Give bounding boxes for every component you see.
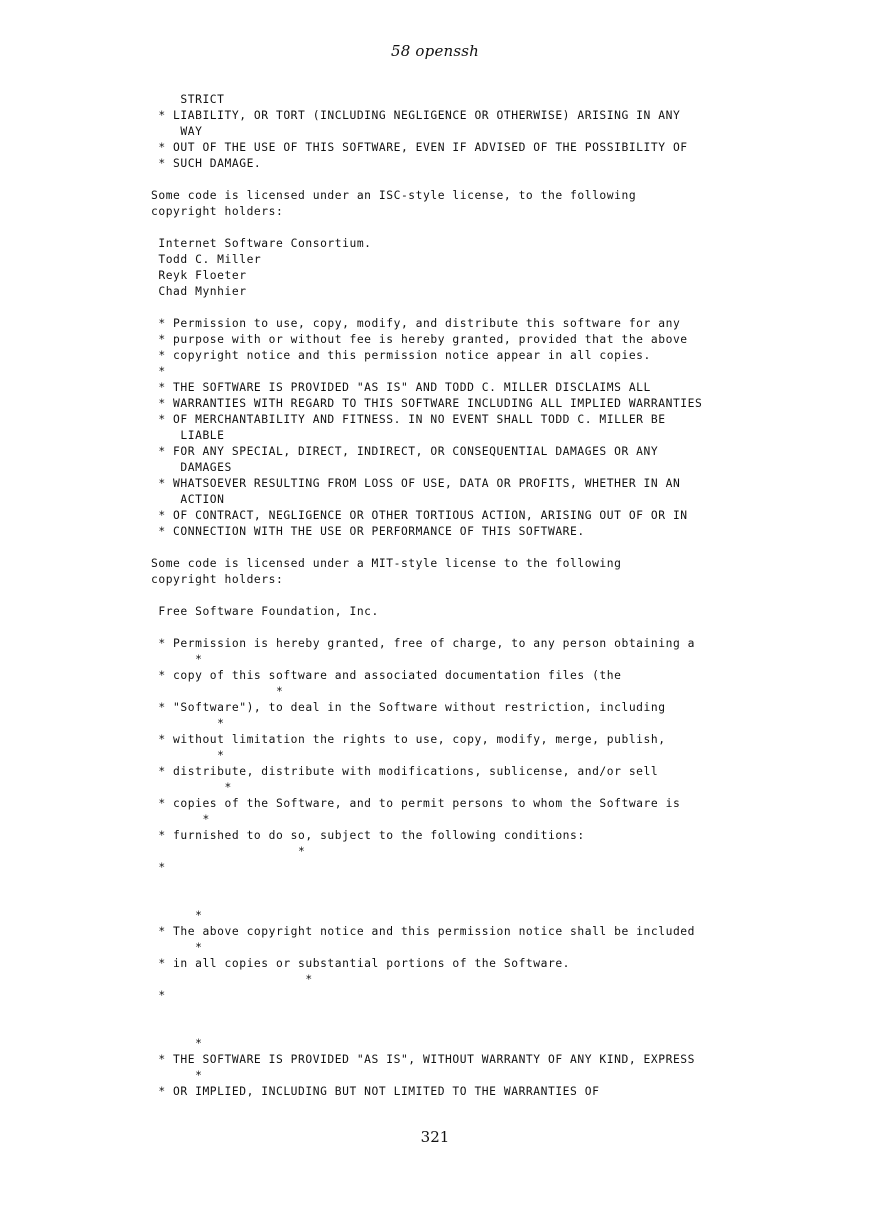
text-line: * purpose with or without fee is hereby granted, provided that the above (151, 333, 688, 346)
text-line: * FOR ANY SPECIAL, DIRECT, INDIRECT, OR CONSEQUENTIAL DAMAGES OR ANY (151, 445, 659, 458)
text-line: * (151, 973, 313, 986)
text-line (151, 588, 841, 604)
text-line: * (151, 1069, 203, 1082)
text-line: * LIABILITY, OR TORT (INCLUDING NEGLIGENCE OR OTHERWISE) ARISING IN ANY (151, 109, 681, 122)
text-line: Internet Software Consortium. (151, 237, 372, 250)
text-line: * OF MERCHANTABILITY AND FITNESS. IN NO EVENT SHALL TODD C. MILLER BE (151, 413, 666, 426)
text-line: * WHATSOEVER RESULTING FROM LOSS OF USE, DATA OR PROFITS, WHETHER IN AN (151, 477, 681, 490)
text-line: DAMAGES (151, 461, 232, 474)
text-line: * (151, 781, 232, 794)
text-line: * furnished to do so, subject to the following conditions: (151, 829, 585, 842)
text-line (151, 1020, 841, 1036)
text-line: copyright holders: (151, 205, 284, 218)
text-line: * (151, 909, 203, 922)
text-line (151, 892, 841, 908)
text-line (151, 876, 841, 892)
text-line: * Permission to use, copy, modify, and distribute this software for any (151, 317, 681, 330)
page-number: 321 (420, 1128, 450, 1146)
text-line: * OF CONTRACT, NEGLIGENCE OR OTHER TORTIOUS ACTION, ARISING OUT OF OR IN (151, 509, 688, 522)
text-line: * THE SOFTWARE IS PROVIDED "AS IS", WITHOUT WARRANTY OF ANY KIND, EXPRESS (151, 1053, 695, 1066)
text-line: * (151, 941, 203, 954)
text-line: * (151, 365, 166, 378)
text-line: * CONNECTION WITH THE USE OR PERFORMANCE OF THIS SOFTWARE. (151, 525, 585, 538)
text-line: * (151, 653, 203, 666)
text-line: * (151, 717, 225, 730)
text-line: * (151, 749, 225, 762)
text-line: * THE SOFTWARE IS PROVIDED "AS IS" AND TODD C. MILLER DISCLAIMS ALL (151, 381, 651, 394)
text-line: * copy of this software and associated documentation files (the (151, 669, 622, 682)
text-line: * copies of the Software, and to permit persons to whom the Software is (151, 797, 681, 810)
text-line: * WARRANTIES WITH REGARD TO THIS SOFTWARE INCLUDING ALL IMPLIED WARRANTIES (151, 397, 703, 410)
text-line (151, 220, 841, 236)
text-line: Reyk Floeter (151, 269, 247, 282)
text-line: WAY (151, 125, 203, 138)
text-line: * copyright notice and this permission notice appear in all copies. (151, 349, 651, 362)
text-line: ACTION (151, 493, 225, 506)
text-line: * distribute, distribute with modifications, sublicense, and/or sell (151, 765, 659, 778)
text-line: Todd C. Miller (151, 253, 262, 266)
text-line: * SUCH DAMAGE. (151, 157, 262, 170)
text-line: * OUT OF THE USE OF THIS SOFTWARE, EVEN IF ADVISED OF THE POSSIBILITY OF (151, 141, 688, 154)
text-line: * OR IMPLIED, INCLUDING BUT NOT LIMITED TO THE WARRANTIES OF (151, 1085, 600, 1098)
text-line: Free Software Foundation, Inc. (151, 605, 379, 618)
text-line: * (151, 685, 284, 698)
text-line: Some code is licensed under a MIT-style license to the following (151, 557, 622, 570)
text-line: * (151, 845, 306, 858)
text-line: copyright holders: (151, 573, 284, 586)
text-line: * (151, 861, 166, 874)
text-line: Chad Mynhier (151, 285, 247, 298)
license-text-block (151, 92, 841, 1100)
text-line: * "Software"), to deal in the Software without restriction, including (151, 701, 666, 714)
running-head: 58 openssh (390, 42, 480, 60)
text-line: * (151, 989, 166, 1002)
text-line (151, 172, 841, 188)
text-line: LIABLE (151, 429, 225, 442)
text-line: * without limitation the rights to use, copy, modify, merge, publish, (151, 733, 666, 746)
text-line: Some code is licensed under an ISC-style license, to the following (151, 189, 637, 202)
text-line: * The above copyright notice and this permission notice shall be included (151, 925, 695, 938)
text-line: STRICT (151, 93, 225, 106)
text-line: * (151, 813, 210, 826)
text-line: * in all copies or substantial portions of the Software. (151, 957, 571, 970)
text-line (151, 540, 841, 556)
text-line (151, 300, 841, 316)
text-line (151, 1004, 841, 1020)
text-line (151, 620, 841, 636)
text-line: * Permission is hereby granted, free of charge, to any person obtaining a (151, 637, 695, 650)
text-line: * (151, 1037, 203, 1050)
